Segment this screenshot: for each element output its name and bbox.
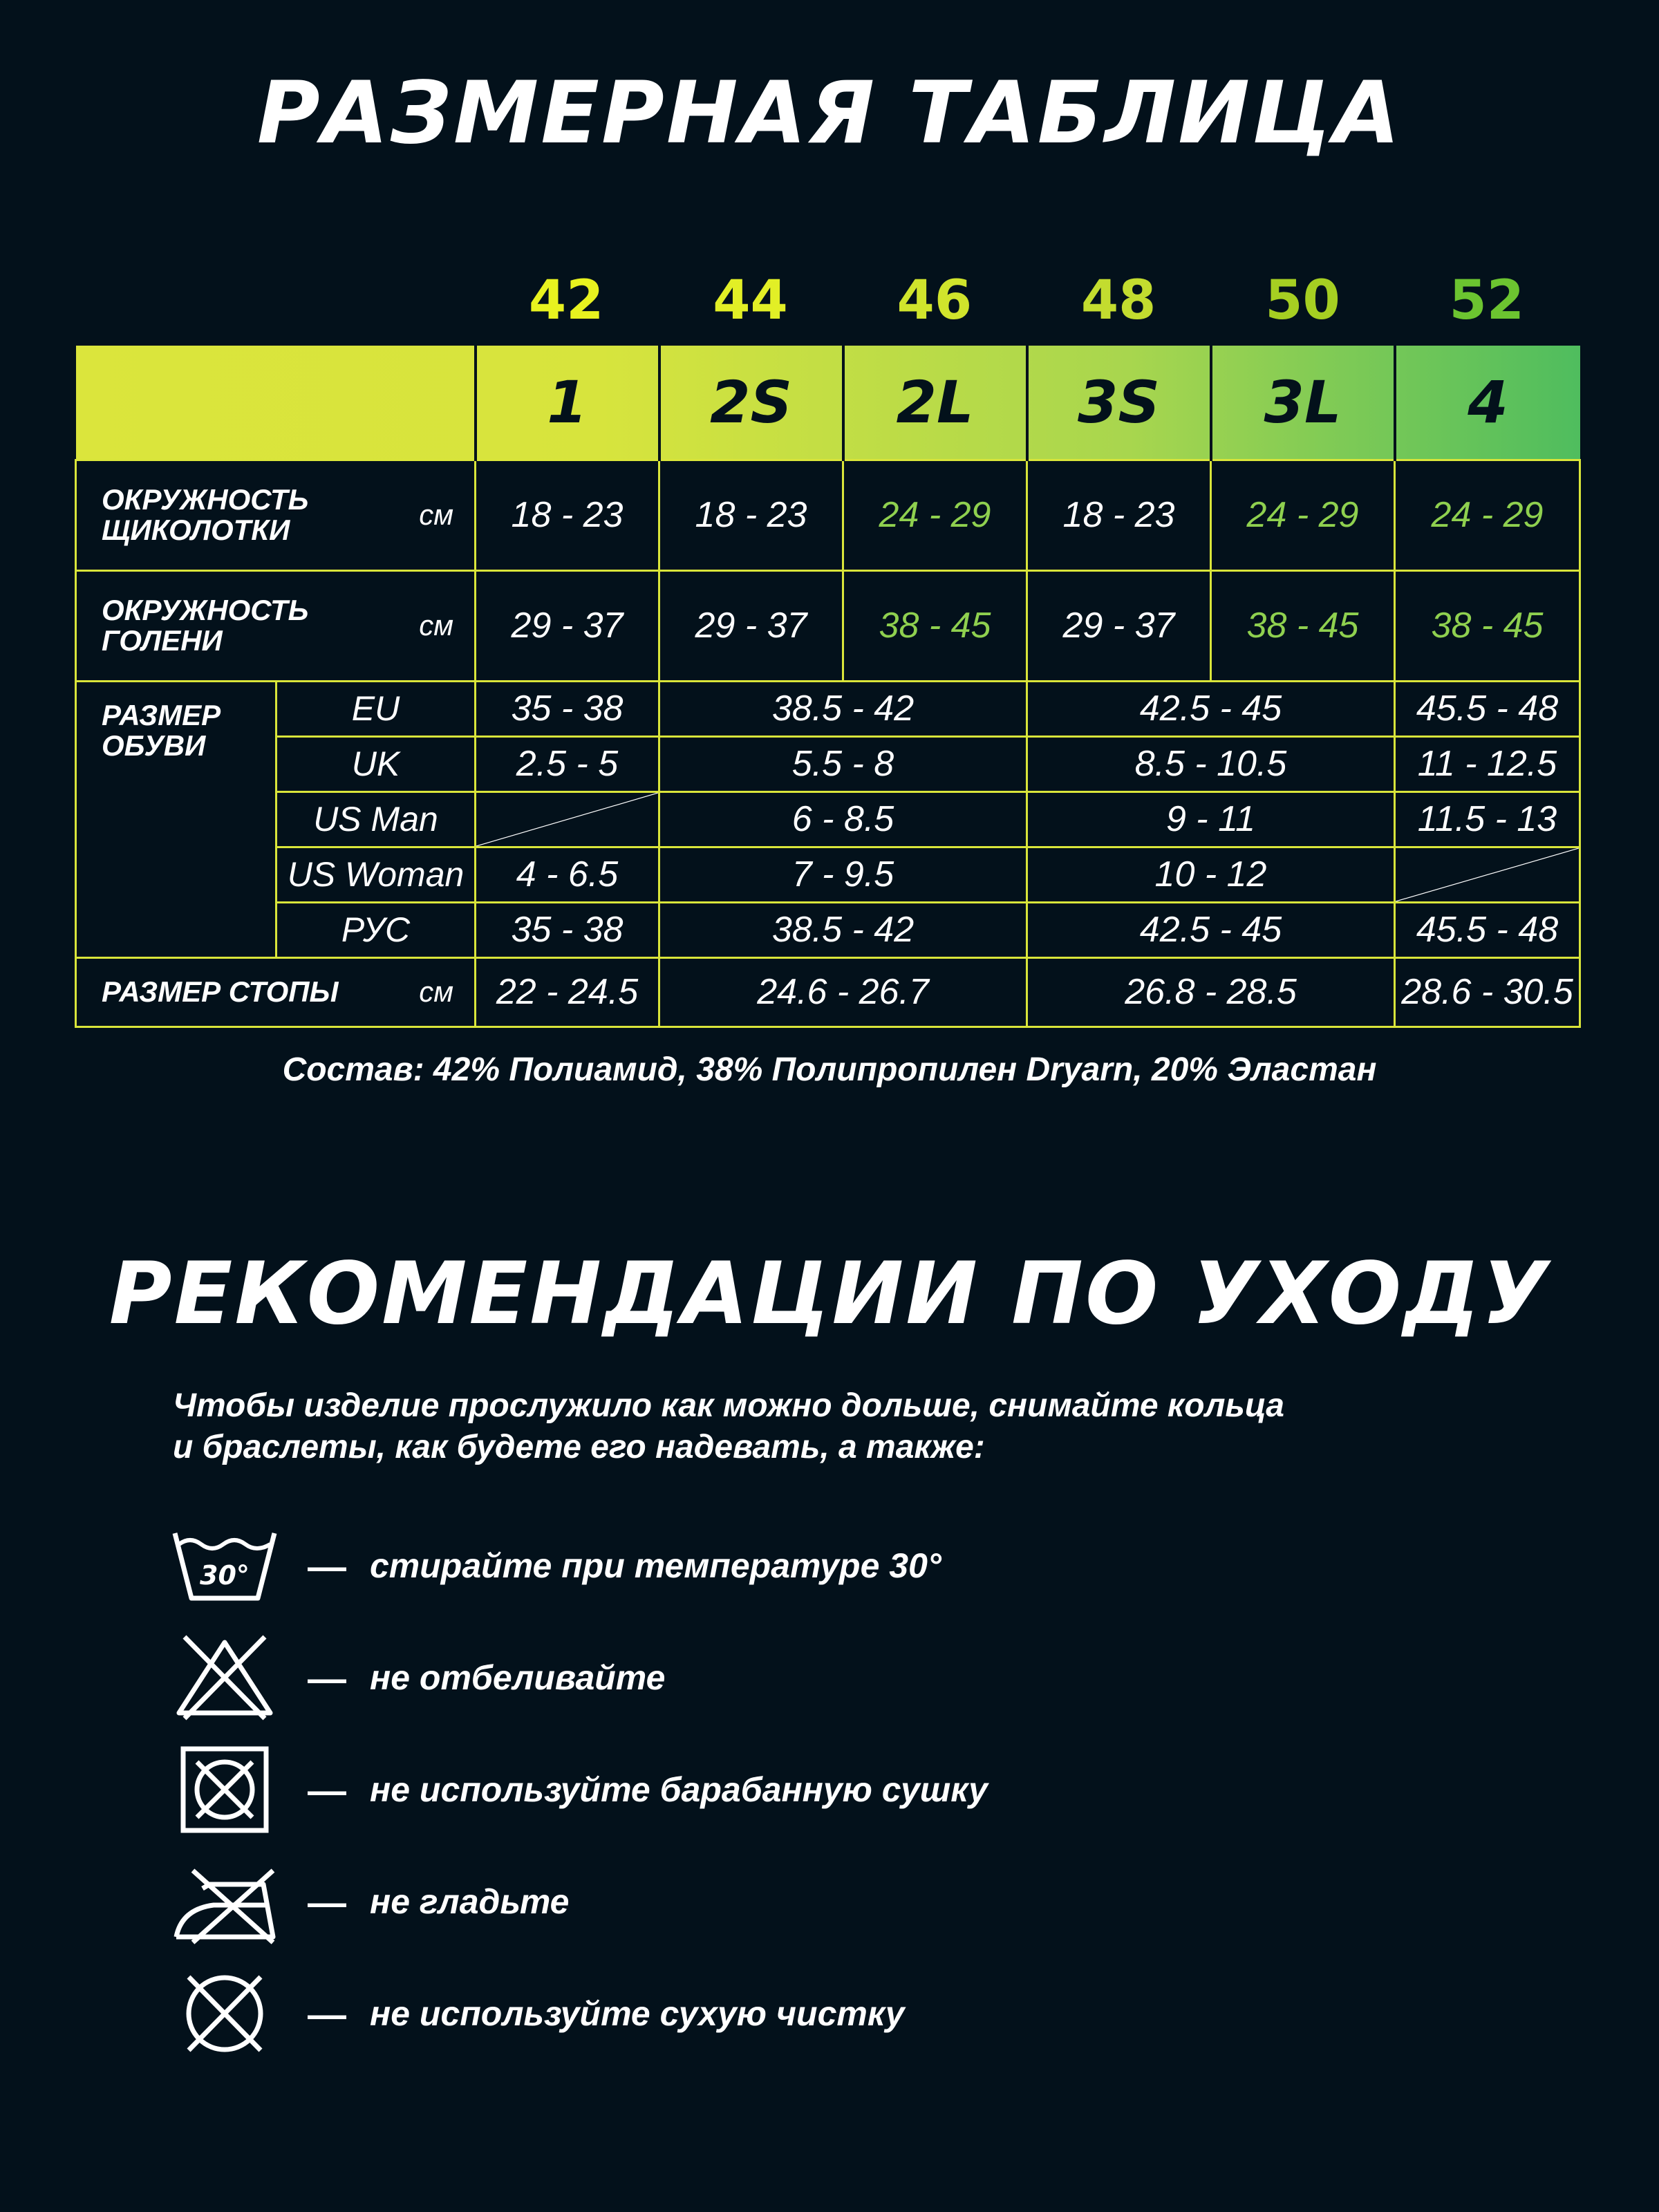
sock-size-2s: 2S	[659, 346, 843, 460]
care-text: не используйте сухую чистку	[370, 1994, 905, 2033]
no-dry-clean-icon	[169, 1969, 280, 2059]
sock-size-3s: 3S	[1027, 346, 1211, 460]
shoe-size-label	[76, 681, 276, 957]
ankle-label-line1: ОКРУЖНОСТЬ	[102, 482, 309, 516]
shoe-value: 38.5 - 42	[659, 902, 1027, 957]
shoe-value: 45.5 - 48	[1395, 902, 1580, 957]
calf-label-line1: ОКРУЖНОСТЬ	[102, 593, 309, 626]
diagonal-line	[476, 793, 658, 846]
calf-label	[76, 570, 476, 681]
eu-size-44: 44	[713, 270, 788, 332]
ankle-row	[76, 460, 1580, 570]
shoe-system-label: EU	[276, 681, 476, 736]
shoe-system-label: UK	[276, 736, 476, 791]
calf-value: 29 - 37	[1027, 570, 1211, 681]
care-text: стирайте при температуре 30°	[370, 1546, 941, 1585]
foot-value: 26.8 - 28.5	[1027, 957, 1395, 1027]
shoe-label-line1: РАЗМЕР	[102, 698, 221, 731]
shoe-value: 9 - 11	[1027, 791, 1395, 847]
foot-size-label	[76, 957, 476, 1027]
foot-size-row	[76, 957, 1580, 1027]
shoe-value: 2.5 - 5	[476, 736, 659, 791]
calf-row	[76, 570, 1580, 681]
shoe-label-line2: ОБУВИ	[102, 729, 206, 762]
care-item-iron	[169, 1857, 569, 1947]
care-dash: —	[308, 1656, 346, 1700]
care-dash: —	[308, 1768, 346, 1812]
wash-30-icon	[169, 1521, 280, 1611]
calf-value: 38 - 45	[843, 570, 1027, 681]
size-chart-title: РАЗМЕРНАЯ ТАБЛИЦА	[256, 64, 1403, 163]
foot-unit: см	[419, 975, 453, 1008]
calf-value: 38 - 45	[1211, 570, 1395, 681]
calf-value: 38 - 45	[1395, 570, 1580, 681]
no-iron-icon	[169, 1857, 280, 1947]
shoe-value: 11 - 12.5	[1395, 736, 1580, 791]
care-text: не гладьте	[370, 1882, 570, 1921]
shoe-value: 5.5 - 8	[659, 736, 1027, 791]
ankle-value: 24 - 29	[1211, 460, 1395, 570]
care-item-bleach	[169, 1633, 665, 1723]
size-table	[75, 346, 1581, 1028]
foot-value: 28.6 - 30.5	[1395, 957, 1580, 1027]
sock-size-4: 4	[1468, 368, 1508, 436]
ankle-value: 24 - 29	[843, 460, 1027, 570]
shoe-value: 10 - 12	[1027, 847, 1395, 902]
shoe-value: 45.5 - 48	[1395, 681, 1580, 736]
care-title: РЕКОМЕНДАЦИИ ПО УХОДУ	[109, 1244, 1550, 1344]
sock-size-3l: 3L	[1211, 346, 1395, 460]
shoe-system-label: РУС	[276, 902, 476, 957]
header-blank-cell	[76, 346, 476, 460]
care-dash: —	[308, 1544, 346, 1588]
shoe-row-uk	[76, 736, 1580, 791]
calf-label-line2: ГОЛЕНИ	[102, 624, 223, 657]
ankle-value: 18 - 23	[476, 460, 659, 570]
care-item-tumble	[169, 1745, 988, 1835]
shoe-row-eu	[76, 681, 1580, 736]
care-intro	[173, 1385, 1486, 1468]
no-tumble-dry-icon	[169, 1745, 280, 1835]
ankle-value: 18 - 23	[1027, 460, 1211, 570]
care-dash: —	[308, 1991, 346, 2036]
eu-size-42: 42	[528, 270, 604, 332]
care-item-wash	[169, 1521, 941, 1611]
shoe-value: 38.5 - 42	[659, 681, 1027, 736]
eu-size-header	[474, 256, 1579, 346]
shoe-value: 11.5 - 13	[1395, 791, 1580, 847]
shoe-row-us-man	[76, 791, 1580, 847]
shoe-value: 4 - 6.5	[476, 847, 659, 902]
composition-text: Состав: 42% Полиамид, 38% Полипропилен Dryarn, 20% Эластан	[282, 1051, 1377, 1088]
eu-size-46: 46	[897, 270, 973, 332]
shoe-row-us-woman	[76, 847, 1580, 902]
care-item-dry-clean	[169, 1969, 905, 2059]
size-table-block	[75, 256, 1579, 1030]
shoe-value: 42.5 - 45	[1027, 902, 1395, 957]
ankle-value: 24 - 29	[1395, 460, 1580, 570]
foot-value: 22 - 24.5	[476, 957, 659, 1027]
no-bleach-icon	[169, 1633, 280, 1723]
shoe-row-rus	[76, 902, 1580, 957]
shoe-system-label: US Man	[276, 791, 476, 847]
foot-value: 24.6 - 26.7	[659, 957, 1027, 1027]
care-intro-line2: и браслеты, как будете его надевать, а также:	[173, 1429, 985, 1465]
diagonal-line	[1396, 848, 1579, 901]
calf-value: 29 - 37	[659, 570, 843, 681]
shoe-value: 7 - 9.5	[659, 847, 1027, 902]
ankle-unit: см	[419, 498, 453, 531]
ankle-label-line2: ЩИКОЛОТКИ	[102, 514, 290, 546]
eu-size-48: 48	[1080, 270, 1156, 332]
sock-size-row	[76, 346, 1580, 460]
shoe-value: 6 - 8.5	[659, 791, 1027, 847]
empty-cell-diagonal	[1395, 847, 1580, 902]
wash-temp-label: 30°	[200, 1560, 250, 1591]
shoe-value: 35 - 38	[476, 681, 659, 736]
empty-cell-diagonal	[476, 791, 659, 847]
eu-size-52: 52	[1449, 270, 1525, 332]
shoe-value: 42.5 - 45	[1027, 681, 1395, 736]
sock-size-1: 1	[476, 346, 659, 460]
care-text: не используйте барабанную сушку	[370, 1770, 988, 1809]
sock-size-2l: 2L	[843, 346, 1027, 460]
care-text: не отбеливайте	[370, 1658, 666, 1697]
shoe-value: 35 - 38	[476, 902, 659, 957]
ankle-label	[76, 460, 476, 570]
eu-size-50: 50	[1265, 270, 1340, 332]
foot-label-text: РАЗМЕР СТОПЫ	[102, 975, 339, 1008]
care-dash: —	[308, 1880, 346, 1924]
shoe-system-label: US Woman	[276, 847, 476, 902]
care-intro-line1: Чтобы изделие прослужило как можно дольше, снимайте кольца	[173, 1387, 1284, 1424]
ankle-value: 18 - 23	[659, 460, 843, 570]
calf-value: 29 - 37	[476, 570, 659, 681]
calf-unit: см	[419, 608, 453, 641]
shoe-value: 8.5 - 10.5	[1027, 736, 1395, 791]
